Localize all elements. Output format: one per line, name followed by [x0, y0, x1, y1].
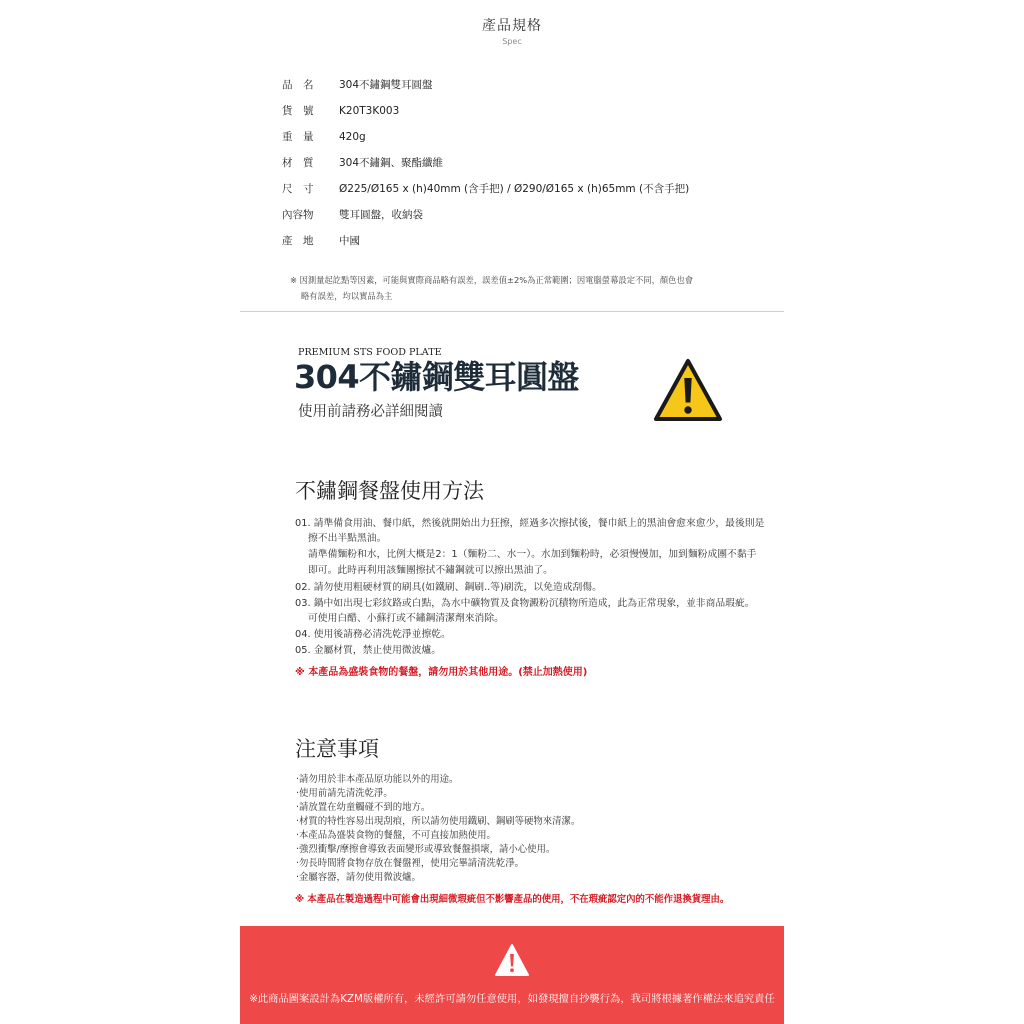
- spec-label-weight: 重 量: [282, 131, 314, 143]
- usage-line: 03. 鍋中如出現七彩紋路或白點，為水中礦物質及食物澱粉沉積物所造成，此為正常現象，並非商品瑕疵。: [295, 598, 755, 609]
- spec-label-name: 品 名: [282, 79, 314, 91]
- usage-line: 即可。此時再利用該麵團擦拭不鏽鋼就可以擦出黑油了。: [308, 565, 553, 576]
- caution-item: ·請放置在幼童觸碰不到的地方。: [296, 802, 431, 813]
- spec-value-weight: 420g: [339, 131, 366, 143]
- usage-line: 05. 金屬材質，禁止使用微波爐。: [295, 645, 442, 656]
- product-tagline: PREMIUM STS FOOD PLATE: [298, 347, 442, 358]
- footer-warning-icon: [494, 943, 530, 977]
- cautions-heading: 注意事項: [295, 737, 379, 761]
- caution-item: ·使用前請先清洗乾淨。: [296, 788, 393, 799]
- product-name: 304不鏽鋼雙耳圓盤: [294, 358, 579, 396]
- caution-item: ·金屬容器，請勿使用微波爐。: [296, 872, 421, 883]
- usage-line: 04. 使用後請務必清洗乾淨並擦乾。: [295, 629, 451, 640]
- spec-label-contents: 內容物: [282, 209, 314, 221]
- cautions-alert: ※ 本產品在製造過程中可能會出現細微瑕疵但不影響產品的使用，不在瑕疵認定內的不能作退換貨理由。: [295, 894, 730, 905]
- caution-item: ·材質的特性容易出現刮痕，所以請勿使用鐵刷、鋼刷等硬物來清潔。: [296, 816, 581, 827]
- spec-note-line: 略有誤差，均以實品為主: [301, 291, 393, 301]
- usage-alert: ※ 本產品為盛裝食物的餐盤，請勿用於其他用途。(禁止加熱使用): [295, 667, 588, 678]
- product-advice: 使用前請務必詳細閱讀: [298, 404, 443, 420]
- usage-line: 請準備麵粉和水，比例大概是2：1（麵粉二、水一）。水加到麵粉時，必須慢慢加，加到麵粉成團不黏手: [308, 549, 757, 560]
- usage-line: 01. 請準備食用油、餐巾紙，然後就開始出力狂擦，經過多次擦拭後，餐巾紙上的黑油會愈來愈少，最後則是: [295, 518, 765, 529]
- usage-heading: 不鏽鋼餐盤使用方法: [295, 479, 484, 503]
- caution-item: ·本產品為盛裝食物的餐盤，不可直接加熱使用。: [296, 830, 496, 841]
- spec-value-contents: 雙耳圓盤，收納袋: [339, 209, 423, 221]
- section-divider: [240, 311, 784, 312]
- section-subtitle-spec: Spec: [502, 37, 522, 46]
- spec-label-size: 尺 寸: [282, 183, 314, 195]
- spec-value-origin: 中國: [339, 235, 360, 247]
- usage-line: 擦不出半點黑油。: [308, 533, 387, 544]
- caution-item: ·請勿用於非本產品原功能以外的用途。: [296, 774, 459, 785]
- spec-value-name: 304不鏽鋼雙耳圓盤: [339, 79, 433, 91]
- usage-line: 可使用白醋、小蘇打或不鏽鋼清潔劑來消除。: [308, 613, 504, 624]
- caution-item: ·強烈衝擊/摩擦會導致表面變形或導致餐盤損壞，請小心使用。: [296, 844, 556, 855]
- spec-value-sku: K20T3K003: [339, 105, 400, 117]
- spec-label-material: 材 質: [282, 157, 314, 169]
- warning-icon: [652, 357, 724, 423]
- spec-label-sku: 貨 號: [282, 105, 314, 117]
- spec-value-size: Ø225/Ø165 x (h)40mm (含手把) / Ø290/Ø165 x (h)65mm (不含手把): [339, 183, 690, 195]
- spec-label-origin: 產 地: [282, 235, 314, 247]
- spec-value-material: 304不鏽鋼、聚酯纖維: [339, 157, 444, 169]
- spec-note-line: ※ 因測量起訖點等因素，可能與實際商品略有誤差，誤差值±2%為正常範圍；因電腦螢幕設定不同，顏色也會: [290, 275, 694, 285]
- caution-item: ·勿長時間將食物存放在餐盤裡，使用完畢請清洗乾淨。: [296, 858, 524, 869]
- section-title-spec: 產品規格: [482, 18, 542, 34]
- copyright-text: ※此商品圖案設計為KZM版權所有，未經許可請勿任意使用，如發現擅自抄襲行為，我司將根據著作權法來追究責任: [249, 993, 775, 1005]
- usage-line: 02. 請勿使用粗硬材質的刷具(如鐵刷、鋼刷..等)刷洗，以免造成刮傷。: [295, 582, 602, 593]
